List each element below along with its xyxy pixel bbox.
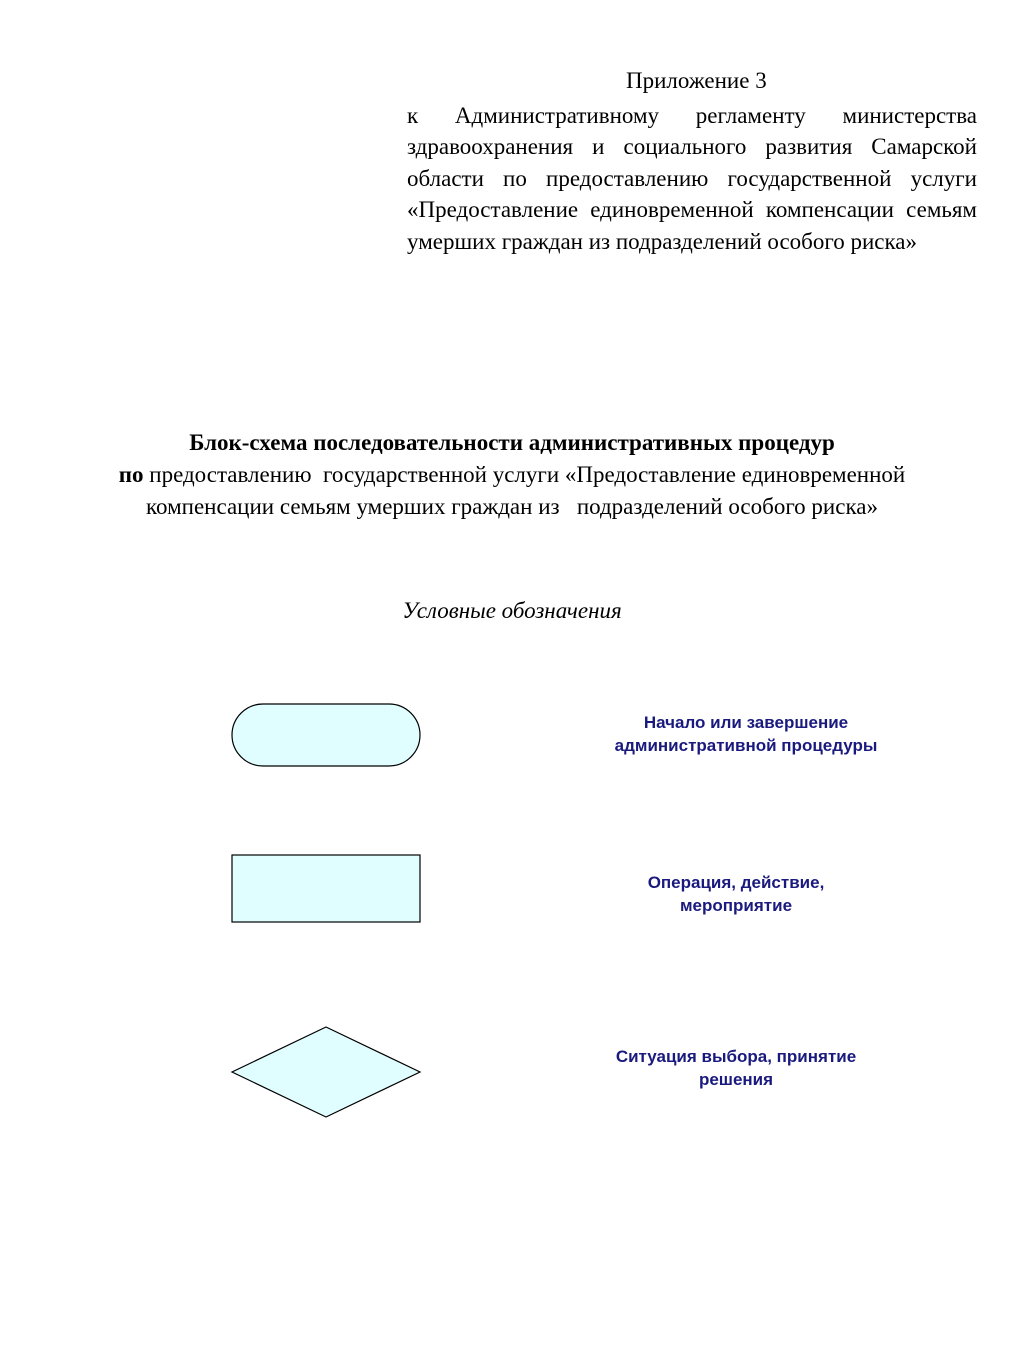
legend-label-process [586,871,886,917]
appendix-reference-text: к Административному регламенту министерства здравоохранения и социального развития Самарской области по предоставлению государственной услуги «Предоставление единовременной компенсации семьям умерших граждан из подразделений особого риска» [407,103,977,254]
process-shape [232,855,420,922]
legend-label-process-line-2: мероприятие [679,896,793,915]
legend-label-process-line-1: Операция, действие, [647,873,825,892]
heading-line-3: компенсации семьям умерших граждан из подразделений особого риска» [146,494,878,519]
legend-label-decision [586,1045,886,1091]
legend-label-decision-line-2: решения [698,1070,774,1089]
legend-label-terminator-line-2: административной процедуры [614,736,878,755]
heading-line-2-bold: по [118,462,144,487]
heading-line-1: Блок-схема последовательности административных процедур [189,430,835,455]
terminator-shape [232,704,420,766]
appendix-title: Приложение 3 [626,68,767,93]
legend-label-decision-line-1: Ситуация выбора, принятие [615,1047,857,1066]
legend-label-terminator [586,711,906,757]
decision-shape [232,1027,420,1117]
legend-title: Условные обозначения [402,598,622,623]
legend-label-terminator-line-1: Начало или завершение [643,713,849,732]
heading-line-2-rest: предоставлению государственной услуги «Предоставление единовременной [143,462,906,487]
